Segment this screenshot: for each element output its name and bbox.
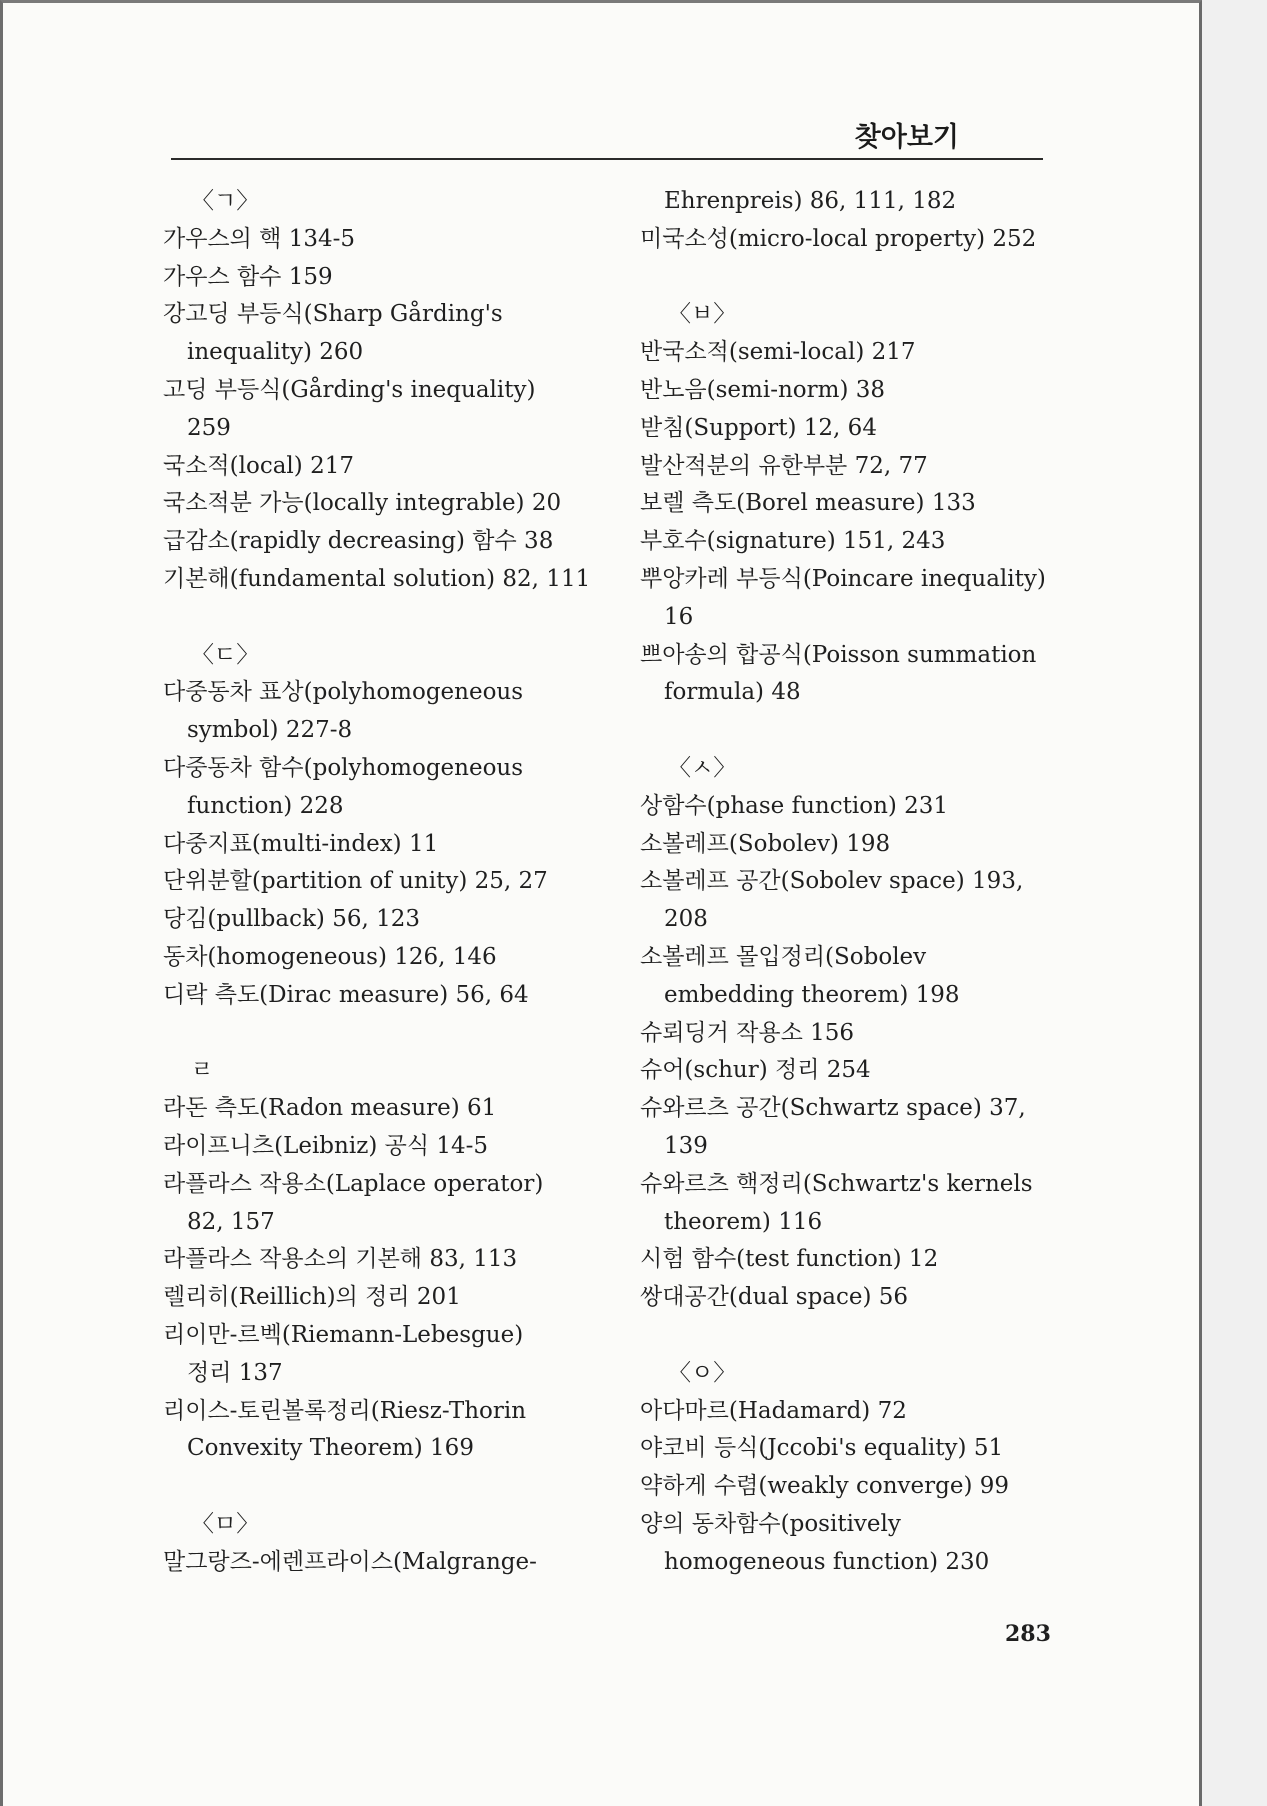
index-entry: 반노음(semi-norm) 38 — [640, 376, 885, 403]
index-entry: 슈와르츠 핵정리(Schwartz's kernels — [640, 1170, 1033, 1197]
blank-line — [163, 1015, 613, 1053]
blank-line — [640, 1317, 1060, 1355]
index-entry: 슈어(schur) 정리 254 — [640, 1057, 871, 1084]
section-heading: 〈ㅅ〉 — [668, 754, 737, 781]
page-number: 283 — [1005, 1621, 1051, 1647]
index-entry: 라플라스 작용소(Laplace operator) — [163, 1170, 544, 1197]
index-entry: 말그랑즈-에렌프라이스(Malgrange- — [163, 1548, 537, 1575]
index-entry: 소볼레프 공간(Sobolev space) 193, — [640, 868, 1024, 895]
index-entry: 라이프니츠(Leibniz) 공식 14-5 — [163, 1132, 489, 1159]
index-entry: function) 228 — [187, 792, 344, 819]
index-entry: 가우스 함수 159 — [163, 263, 333, 290]
index-entry: 라플라스 작용소의 기본해 83, 113 — [163, 1246, 518, 1273]
index-entry: 기본해(fundamental solution) 82, 111 — [163, 565, 591, 592]
index-entry: theorem) 116 — [664, 1208, 823, 1235]
index-entry: 다중동차 표상(polyhomogeneous — [163, 679, 524, 706]
index-entry: 발산적분의 유한부분 72, 77 — [640, 452, 928, 479]
index-entry: 미국소성(micro-local property) 252 — [640, 225, 1037, 252]
page-header-title: 찾아보기 — [854, 122, 959, 153]
index-entry: 139 — [664, 1132, 708, 1159]
index-entry: inequality) 260 — [187, 339, 364, 366]
blank-line — [640, 259, 1060, 297]
index-entry: 16 — [664, 603, 694, 630]
index-entry: 쁘아송의 합공식(Poisson summation — [640, 641, 1037, 668]
section-heading: ㄹ — [191, 1057, 214, 1084]
blank-line — [640, 712, 1060, 750]
index-entry: 아다마르(Hadamard) 72 — [640, 1397, 907, 1424]
index-entry: 208 — [664, 906, 708, 933]
index-entry: embedding theorem) 198 — [664, 981, 960, 1008]
viewer-margin — [1202, 0, 1267, 1806]
index-entry: 라돈 측도(Radon measure) 61 — [163, 1095, 497, 1122]
index-entry: 뿌앙카레 부등식(Poincare inequality) — [640, 565, 1046, 592]
index-entry: symbol) 227-8 — [187, 717, 353, 744]
index-entry: 슈뢰딩거 작용소 156 — [640, 1019, 855, 1046]
index-entry: 쌍대공간(dual space) 56 — [640, 1284, 909, 1311]
section-heading: 〈ㄱ〉 — [191, 188, 260, 214]
index-entry: 급감소(rapidly decreasing) 함수 38 — [163, 528, 554, 555]
index-entry: 리이만-르벡(Riemann-Lebesgue) — [163, 1321, 524, 1348]
index-entry: 슈와르츠 공간(Schwartz space) 37, — [640, 1095, 1026, 1122]
index-entry: 가우스의 핵 134-5 — [163, 225, 356, 252]
index-entry: 당김(pullback) 56, 123 — [163, 906, 420, 933]
section-heading: 〈ㅂ〉 — [668, 301, 737, 328]
index-entry: 고딩 부등식(Gårding's inequality) — [163, 376, 536, 403]
index-entry: 시험 함수(test function) 12 — [640, 1246, 939, 1273]
section-heading: 〈ㅁ〉 — [191, 1510, 260, 1537]
index-entry: 보렐 측도(Borel measure) 133 — [640, 490, 976, 517]
index-column-left — [163, 183, 613, 1581]
index-entry: 소볼레프(Sobolev) 198 — [640, 830, 891, 857]
index-entry: 반국소적(semi-local) 217 — [640, 339, 916, 366]
index-entry: 82, 157 — [187, 1208, 275, 1235]
blank-line — [163, 1468, 613, 1506]
index-column-right — [640, 183, 1060, 1581]
section-heading: 〈ㄷ〉 — [191, 641, 260, 668]
index-entry: 국소적분 가능(locally integrable) 20 — [163, 490, 562, 517]
header-rule — [171, 158, 1043, 160]
index-entry: 약하게 수렴(weakly converge) 99 — [640, 1473, 1010, 1500]
index-entry: 디락 측도(Dirac measure) 56, 64 — [163, 981, 529, 1008]
index-entry: 렐리히(Reillich)의 정리 201 — [163, 1284, 461, 1311]
index-entry: 다중지표(multi-index) 11 — [163, 830, 439, 857]
index-entry: 받침(Support) 12, 64 — [640, 414, 877, 441]
index-entry: 단위분할(partition of unity) 25, 27 — [163, 868, 548, 895]
index-entry: Convexity Theorem) 169 — [187, 1435, 474, 1462]
index-entry: 다중동차 함수(polyhomogeneous — [163, 754, 524, 781]
index-entry: formula) 48 — [664, 679, 801, 706]
index-entry: 259 — [187, 414, 231, 441]
index-entry: 부호수(signature) 151, 243 — [640, 528, 946, 555]
index-entry: 양의 동차함수(positively — [640, 1510, 901, 1537]
section-heading: 〈ㅇ〉 — [668, 1359, 737, 1386]
index-entry: 국소적(local) 217 — [163, 452, 354, 479]
index-entry: 정리 137 — [187, 1359, 283, 1386]
blank-line — [163, 599, 613, 637]
index-entry: homogeneous function) 230 — [664, 1548, 990, 1575]
index-entry: 야코비 등식(Jccobi's equality) 51 — [640, 1435, 1004, 1462]
index-entry: 동차(homogeneous) 126, 146 — [163, 943, 497, 970]
index-entry: 상함수(phase function) 231 — [640, 792, 949, 819]
index-entry: Ehrenpreis) 86, 111, 182 — [664, 188, 957, 214]
index-entry: 리이스-토린볼록정리(Riesz-Thorin — [163, 1397, 527, 1424]
index-entry: 강고딩 부등식(Sharp Gårding's — [163, 301, 503, 328]
index-entry: 소볼레프 몰입정리(Sobolev — [640, 943, 927, 970]
